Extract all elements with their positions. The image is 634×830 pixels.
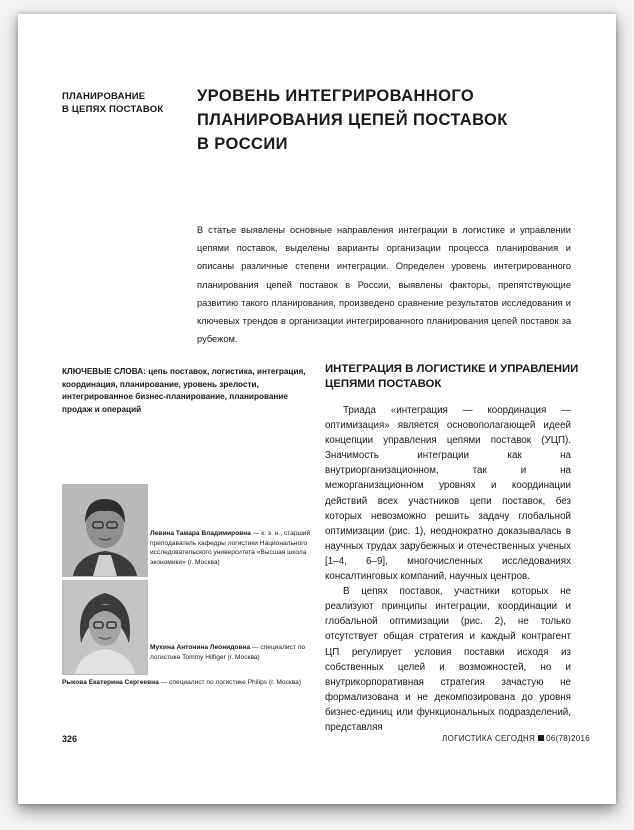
body-paragraph: В цепях поставок, участники которых не реализуют принципы интеграции, координации и глобальной оптимизации (рис. 2), не только отсутствует общая стратегия и каждый контрагент ЦП регулирует условия поставки исходя из собственных целей и возможностей, но и внутрикорпоративная стратегия зачастую не формализована и не декомпозирована до уровня бизнес-единиц или функциональных подразделений, представляя [325,586,571,733]
author-photo-mukhina [62,580,148,675]
author-desc: — специалист по логистике Tommy Hilfiger (г. Москва) [150,644,305,661]
author-desc: — специалист по логистике Philips (г. Москва) [158,679,302,686]
abstract: В статье выявлены основные направления интеграции в логистике и управлении цепями поставок, выделены варианты организации процесса планирования и описаны различные степени интеграции. Определен уровень интегрированного планирования цепей поставок в России, выявлены факторы, препятствующие развитию такого планирования, произведено сравнение результатов исследования и ключевых трендов в организации интегрированного планирования цепей поставок за рубежом. [197,225,571,345]
section-label [62,90,192,116]
author-name: Левина Тамара Владимировна [150,530,251,537]
body-text [325,403,571,735]
keywords-label: КЛЮЧЕВЫЕ СЛОВА: [62,367,146,376]
author-levina [150,529,320,567]
author-rykova [62,678,332,688]
journal-issue: 06(78)2016 [546,734,590,743]
journal-name: ЛОГИСТИКА СЕГОДНЯ [442,734,536,743]
body-paragraph: Триада «интеграция — координация — оптимизация» является основополагающей идеей концепции управления цепями поставок (УЦП). Значимость интеграции как на внутриорганизационном, так и на межорганизационном уровнях и координации действий всех участников цепи поставок, без которых невозможно решить задачу глобальной оптимизации (рис. 1), неоднократно доказывалась в научных трудах зарубежных и отечественных ученых [1–4, 6–9], многочисленных исследованиях консалтинговых компаний, научных центров. [325,405,571,583]
journal-footer [420,734,590,743]
keywords [62,366,312,416]
author-name: Мухина Антонина Леонидовна [150,644,251,651]
page-number: 326 [62,734,78,744]
section-heading: ИНТЕГРАЦИЯ В ЛОГИСТИКЕ И УПРАВЛЕНИИ ЦЕПЯМИ ПОСТАВОК [325,363,579,391]
author-desc: — к. э. н., старший преподаватель кафедры логистики Национального исследовательского университета «Высшая школа экономики» (г. Москва) [150,530,311,566]
article-title-line-1: УРОВЕНЬ ИНТЕГРИРОВАННОГО [197,87,475,105]
article-title [197,84,577,156]
author-photo-levina [62,484,148,577]
section-label-line-1: ПЛАНИРОВАНИЕ [62,91,146,102]
square-separator-icon [538,735,544,741]
keywords-text: цепь поставок, логистика, интеграция, координация, планирование, уровень зрелости, интегрированное бизнес-планирование, планирование продаж и операций [62,367,306,414]
author-mukhina [150,643,320,662]
author-name: Рыкова Екатерина Сергеевна [62,679,159,686]
article-title-line-2: ПЛАНИРОВАНИЯ ЦЕПЕЙ ПОСТАВОК [197,111,508,129]
article-title-line-3: В РОССИИ [197,135,288,153]
section-label-line-2: В ЦЕПЯХ ПОСТАВОК [62,104,164,115]
